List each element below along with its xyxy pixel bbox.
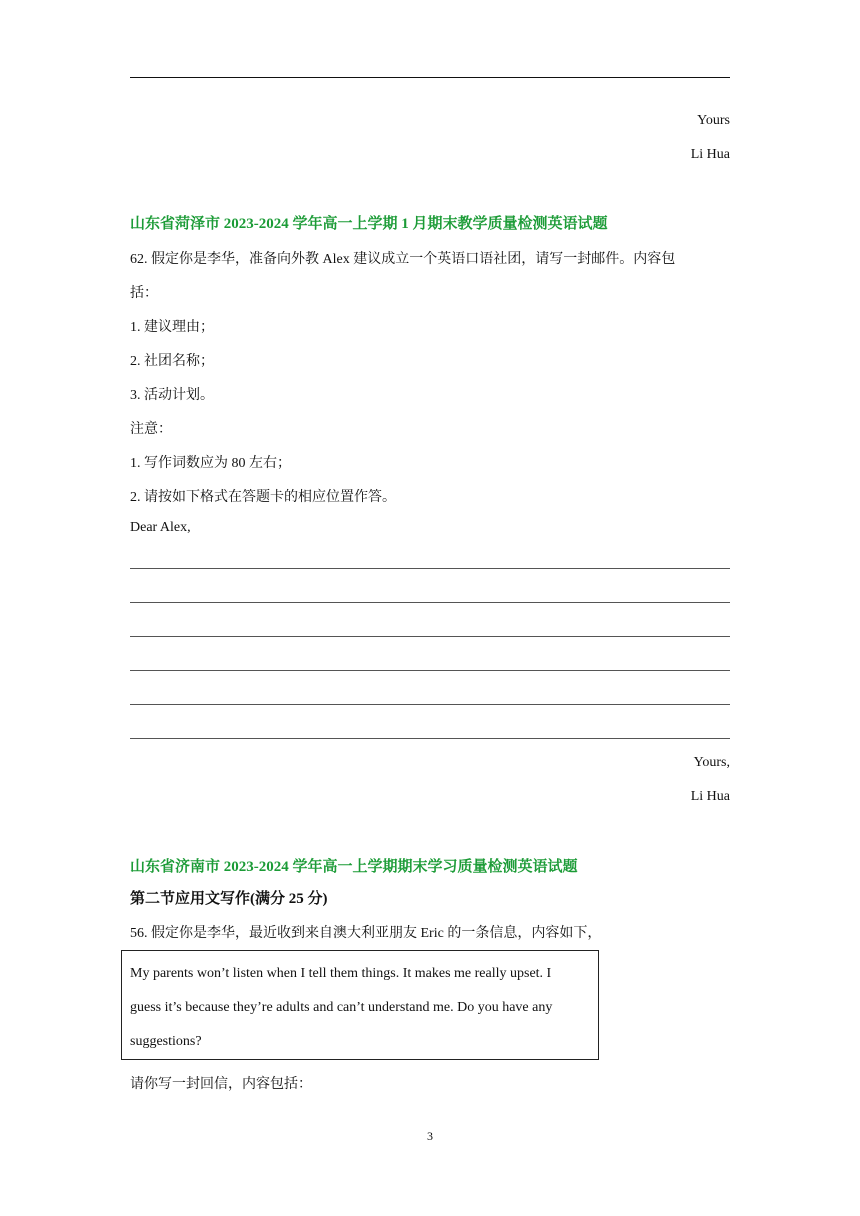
message-line: guess it’s because they’re adults and can’t understand me. Do you have any — [130, 1000, 553, 1015]
answer-line — [130, 704, 730, 705]
prompt-text: 56. 假定你是李华，最近收到来自澳大利亚朋友 Eric 的一条信息，内容如下， — [130, 926, 602, 941]
message-box — [121, 950, 599, 1060]
answer-line — [130, 636, 730, 637]
top-rule — [130, 77, 730, 78]
closing: Yours, — [693, 755, 730, 770]
answer-line — [130, 568, 730, 569]
closing: Yours — [697, 113, 730, 128]
content-item: 1. 建议理由； — [130, 320, 214, 335]
content-item: 2. 社团名称； — [130, 354, 214, 369]
content-item: 3. 活动计划。 — [130, 388, 214, 403]
salutation: Dear Alex, — [130, 520, 191, 535]
answer-line — [130, 738, 730, 739]
message-line: suggestions? — [130, 1034, 202, 1049]
section-heading: 山东省济南市 2023-2024 学年高一上学期期末学习质量检测英语试题 — [130, 859, 578, 875]
signature: Li Hua — [690, 147, 730, 162]
note-item: 1. 写作词数应为 80 左右； — [130, 456, 291, 471]
message-line: My parents won’t listen when I tell them things. It makes me really upset. I — [130, 966, 552, 981]
prompt-text: 括： — [130, 286, 158, 301]
answer-line — [130, 670, 730, 671]
answer-line — [130, 602, 730, 603]
prompt-text: 62. 假定你是李华，准备向外教 Alex 建议成立一个英语口语社团，请写一封邮件。内容包 — [130, 252, 676, 267]
section-heading: 山东省菏泽市 2023-2024 学年高一上学期 1 月期末教学质量检测英语试题 — [130, 216, 608, 232]
signature: Li Hua — [690, 789, 730, 804]
note-label: 注意： — [130, 422, 172, 437]
note-item: 2. 请按如下格式在答题卡的相应位置作答。 — [130, 490, 396, 505]
instruction-text: 请你写一封回信，内容包括： — [130, 1077, 312, 1092]
section-subheading: 第二节应用文写作(满分 25 分) — [130, 891, 328, 907]
page-number: 3 — [427, 1129, 433, 1143]
